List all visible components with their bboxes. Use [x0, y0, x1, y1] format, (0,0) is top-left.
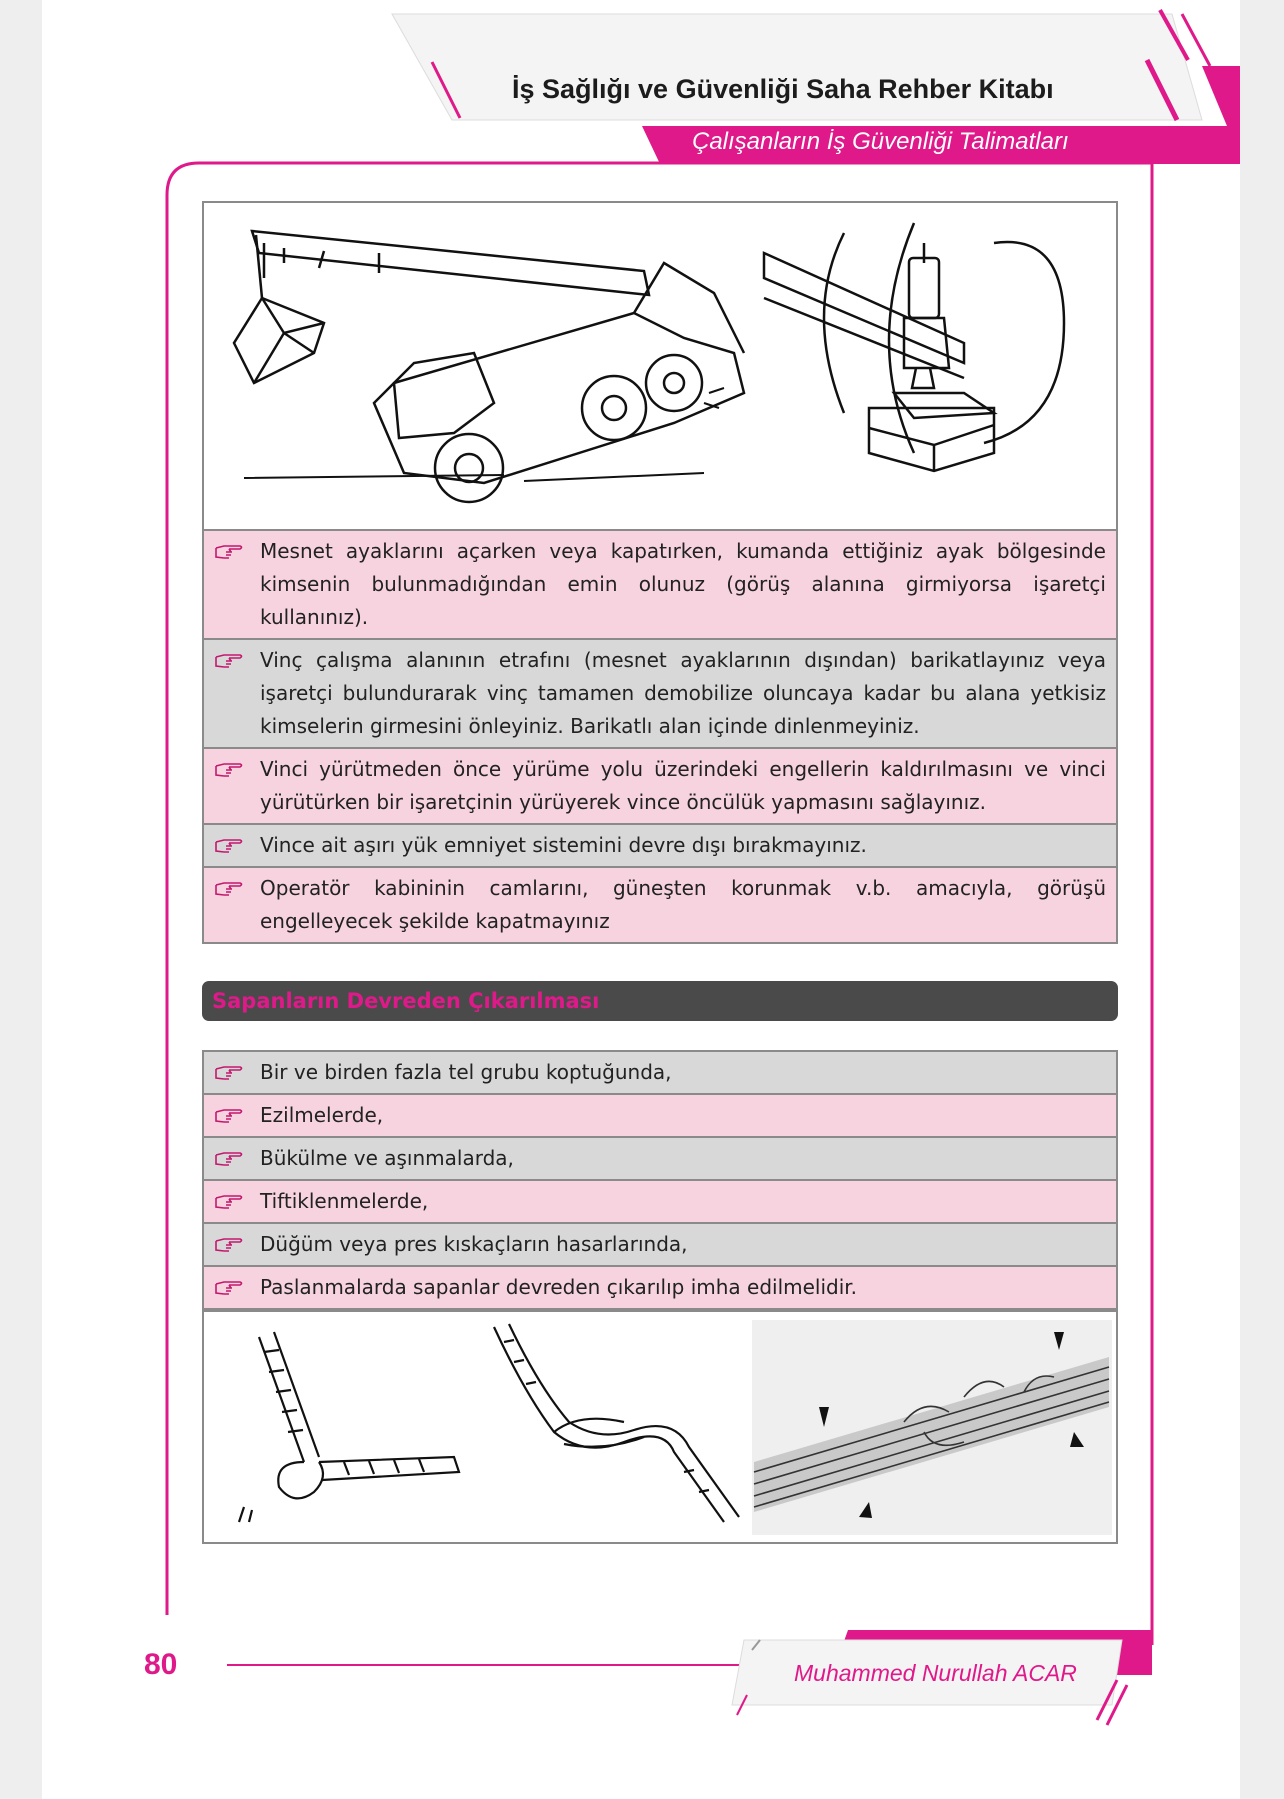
page-number: 80: [144, 1648, 178, 1681]
book-title: İş Sağlığı ve Güvenliği Saha Rehber Kitabı: [512, 74, 1054, 104]
sling-text: Düğüm veya pres kıskaçların hasarlarında,: [260, 1232, 688, 1256]
section-heading: Sapanların Devreden Çıkarılması: [202, 981, 1118, 1021]
sling-text: Paslanmalarda sapanlar devreden çıkarılıp imha edilmelidir.: [260, 1275, 858, 1299]
rule-text: Vinç çalışma alanının etrafını (mesnet ayaklarının dışından) barikatlayınız veya işaretçi bulundurarak vinç tamamen demobilize oluncaya kadar bu alana yetkisiz kimselerin girmesini önleyiniz. Barikatlı alan içinde dinlenmeyiniz.: [260, 648, 1106, 738]
sling-text: Bükülme ve aşınmalarda,: [260, 1146, 514, 1170]
sling-text: Tiftiklenmelerde,: [260, 1189, 429, 1213]
footer-decoration: [42, 0, 1240, 1799]
rule-text: Operatör kabininin camlarını, güneşten korunmak v.b. amacıyla, görüşü engelleyecek şekilde kapatmayınız: [260, 876, 1106, 933]
sling-text: Bir ve birden fazla tel grubu koptuğunda,: [260, 1060, 672, 1084]
rule-text: Mesnet ayaklarını açarken veya kapatırken, kumanda ettiğiniz ayak bölgesinde kimsenin bulunmadığından emin olunuz (görüş alanına girmiyorsa işaretçi kullanınız).: [260, 539, 1106, 629]
book-page: [42, 0, 1240, 1799]
sling-text: Ezilmelerde,: [260, 1103, 384, 1127]
rule-text: Vinci yürütmeden önce yürüme yolu üzerindeki engellerin kaldırılmasını ve vinci yürütürken bir işaretçinin yürüyerek vince öncülük yapmasını sağlayınız.: [260, 757, 1106, 814]
rule-text: Vince ait aşırı yük emniyet sistemini devre dışı bırakmayınız.: [260, 833, 867, 857]
chapter-title: Çalışanların İş Güvenliği Talimatları: [692, 128, 1069, 155]
author-name: Muhammed Nurullah ACAR: [794, 1660, 1077, 1686]
